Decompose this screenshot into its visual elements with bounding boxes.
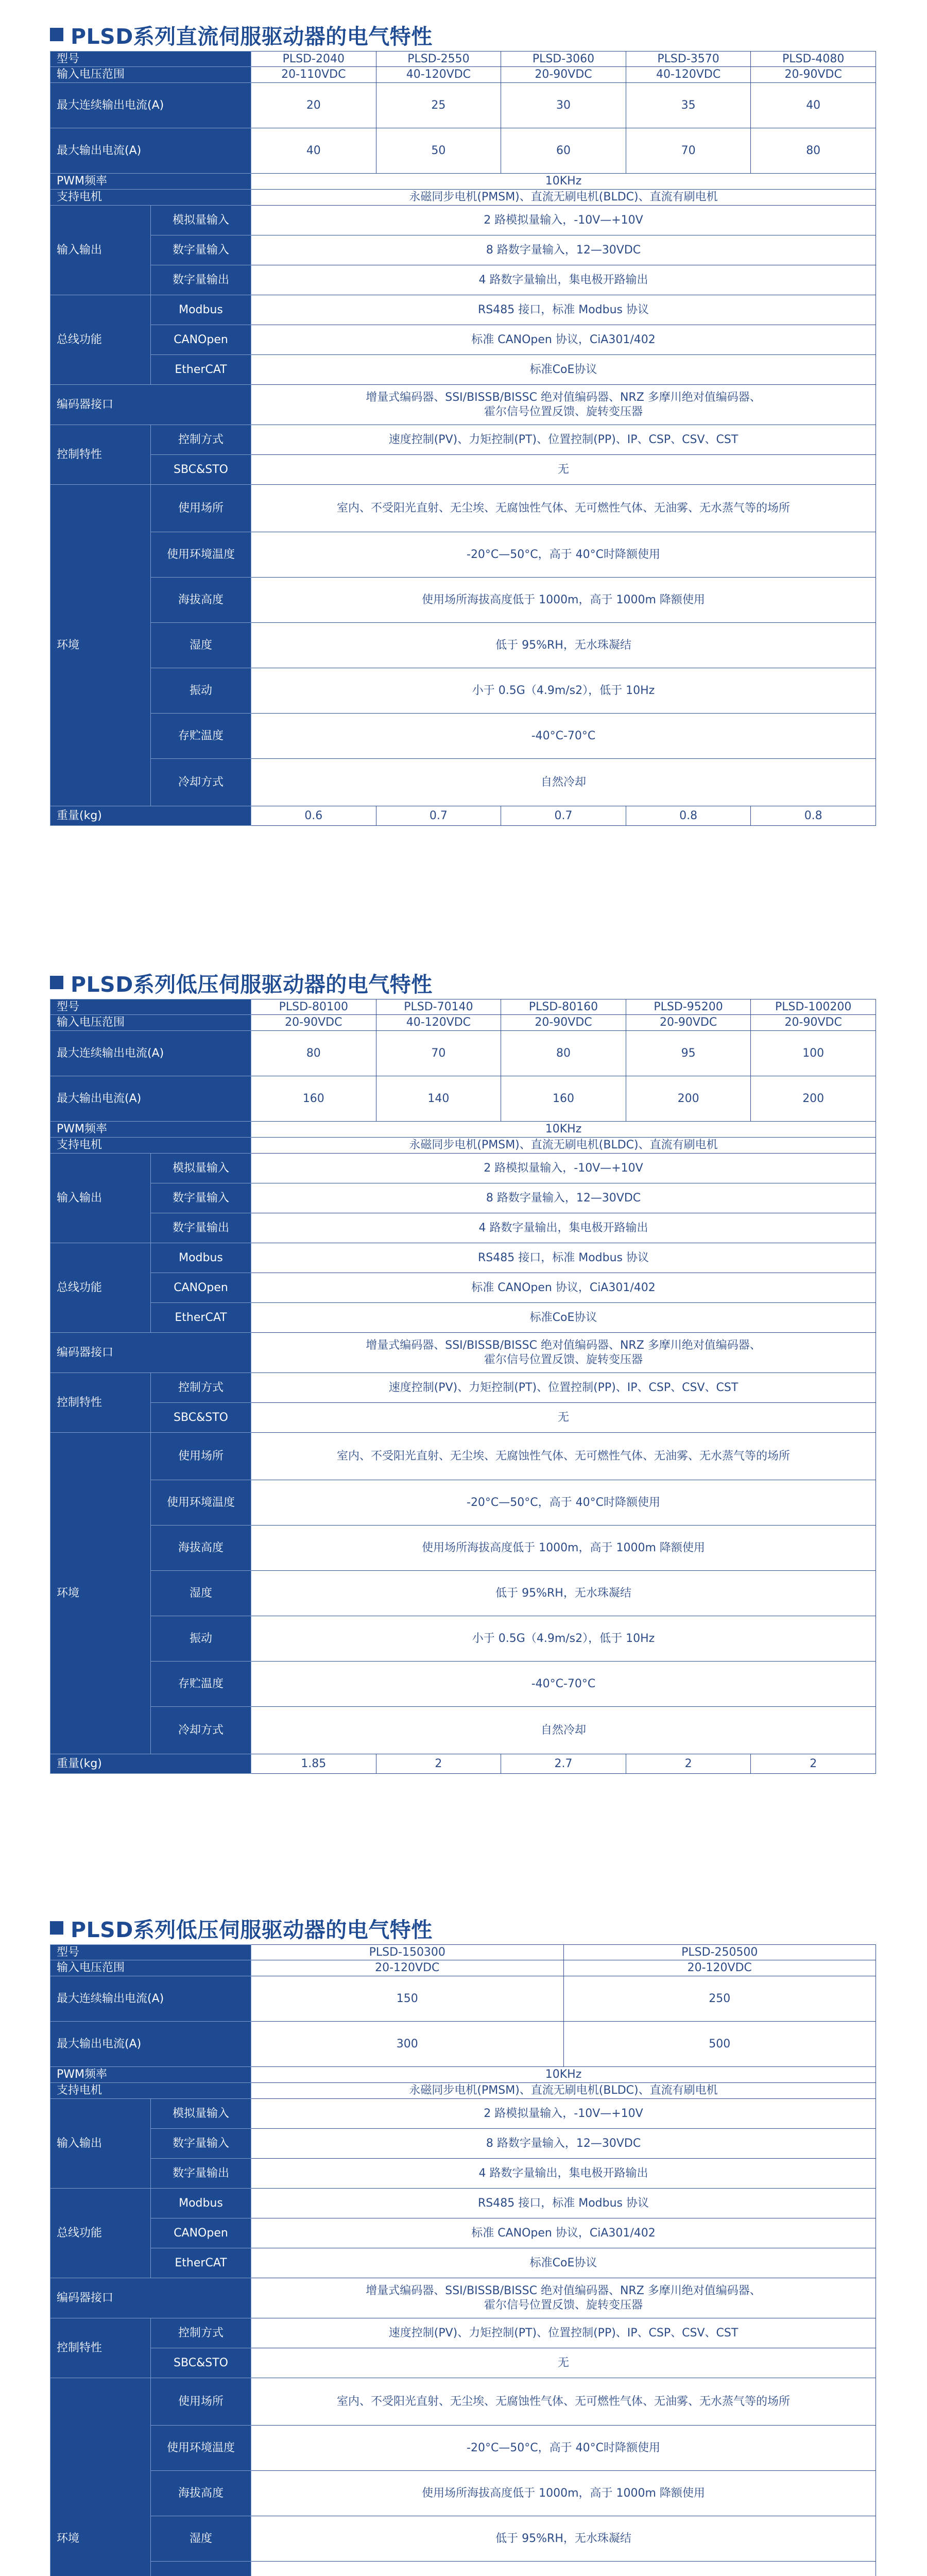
sub-label: 存贮温度	[151, 714, 251, 759]
canopen-value: 标准 CANOpen 协议，CiA301/402	[251, 1273, 876, 1303]
env-row	[50, 1662, 876, 1707]
sub-label	[151, 2562, 251, 2576]
voltage-cell: 20-110VDC	[251, 67, 376, 83]
bus-row	[50, 325, 876, 355]
bus-row	[50, 2189, 876, 2218]
sub-label: 数字量输入	[151, 1183, 251, 1213]
control-mode-value: 速度控制(PV)、力矩控制(PT)、位置控制(PP)、IP、CSP、CSV、CST	[251, 2318, 876, 2348]
humidity-value: 低于 95%RH，无水珠凝结	[251, 1571, 876, 1616]
vibration-value: 小于 0.5G（4.9m/s2），低于 10Hz	[251, 1616, 876, 1662]
altitude-value: 使用场所海拔高度低于 1000m，高于 1000m 降额使用	[251, 2471, 876, 2516]
row-label: 编码器接口	[50, 385, 251, 425]
row-label: 编码器接口	[50, 2278, 251, 2318]
sub-label: 控制方式	[151, 425, 251, 455]
voltage-cell: 40-120VDC	[626, 67, 751, 83]
sub-label: 控制方式	[151, 1373, 251, 1403]
bus-row	[50, 2218, 876, 2248]
motor-row	[50, 2083, 876, 2099]
env-row	[50, 714, 876, 759]
pwm-value: 10KHz	[251, 1122, 876, 1138]
env-row	[50, 2426, 876, 2471]
sub-label: 数字量输入	[151, 2129, 251, 2159]
weight-cell: 1.85	[251, 1754, 376, 1774]
pwm-value: 10KHz	[251, 174, 876, 190]
env-row	[50, 668, 876, 714]
group-label: 输入输出	[50, 2099, 151, 2189]
row-label: 重量(kg)	[50, 806, 251, 826]
io-row	[50, 1154, 876, 1183]
sub-label: 数字量输出	[151, 1213, 251, 1243]
sub-label: 数字量输入	[151, 235, 251, 265]
voltage-cell: 20-90VDC	[751, 1015, 876, 1031]
motor-value: 永磁同步电机(PMSM)、直流无刷电机(BLDC)、直流有刷电机	[251, 2083, 876, 2099]
voltage-row	[50, 67, 876, 83]
row-label: 最大连续输出电流(A)	[50, 1976, 251, 2022]
max-current-cell: 500	[563, 2022, 876, 2067]
max-current-cell: 200	[626, 1076, 751, 1122]
sbc-value: 无	[251, 2348, 876, 2378]
row-label: PWM频率	[50, 1122, 251, 1138]
row-label: 最大输出电流(A)	[50, 2022, 251, 2067]
env-row	[50, 2471, 876, 2516]
spec-section-2	[50, 966, 876, 1774]
storage-value: -40°C-70°C	[251, 714, 876, 759]
row-label: 支持电机	[50, 2083, 251, 2099]
control-row	[50, 1403, 876, 1433]
encoder-line-1: 增量式编码器、SSI/BISSB/BISSC 绝对值编码器、NRZ 多摩川绝对值编码器、	[366, 1339, 761, 1352]
sub-label: 模拟量输入	[151, 206, 251, 235]
usage-value: 室内、不受阳光直射、无尘埃、无腐蚀性气体、无可燃性气体、无油雾、无水蒸气等的场所	[251, 485, 876, 532]
group-label: 环境	[50, 1433, 151, 1754]
row-label: PWM频率	[50, 2067, 251, 2083]
control-row	[50, 1373, 876, 1403]
row-label: PWM频率	[50, 174, 251, 190]
weight-cell: 0.7	[376, 806, 501, 826]
control-mode-value: 速度控制(PV)、力矩控制(PT)、位置控制(PP)、IP、CSP、CSV、CST	[251, 1373, 876, 1403]
group-label: 总线功能	[50, 295, 151, 385]
cont-current-cell: 35	[626, 83, 751, 128]
bus-row	[50, 1243, 876, 1273]
sub-label: 使用环境温度	[151, 532, 251, 578]
encoder-line-2: 霍尔信号位置反馈、旋转变压器	[484, 405, 643, 418]
row-label: 输入电压范围	[50, 1015, 251, 1031]
section-title-text: PLSD系列直流伺服驱动器的电气特性	[71, 24, 433, 49]
max-current-cell: 140	[376, 1076, 501, 1122]
max-current-cell: 300	[251, 2022, 564, 2067]
row-label: 最大连续输出电流(A)	[50, 83, 251, 128]
spec-table	[50, 1944, 876, 2576]
model-cell: PLSD-80100	[251, 999, 376, 1015]
cont-current-row	[50, 1031, 876, 1076]
spec-section-1	[50, 18, 876, 826]
row-label: 输入电压范围	[50, 67, 251, 83]
motor-row	[50, 1138, 876, 1154]
row-label: 最大输出电流(A)	[50, 1076, 251, 1122]
model-cell: PLSD-150300	[251, 1945, 564, 1960]
cont-current-cell: 100	[751, 1031, 876, 1076]
max-current-cell: 160	[251, 1076, 376, 1122]
vibration-value: 小于 0.5G（4.9m/s2），低于 10Hz	[251, 668, 876, 714]
cont-current-cell: 150	[251, 1976, 564, 2022]
sub-label: 存贮温度	[151, 1662, 251, 1707]
bus-row	[50, 1303, 876, 1333]
row-label: 型号	[50, 999, 251, 1015]
weight-cell: 2	[626, 1754, 751, 1774]
temp-value: -20°C—50°C，高于 40°C时降额使用	[251, 2426, 876, 2471]
io-row	[50, 2099, 876, 2129]
max-current-cell: 200	[751, 1076, 876, 1122]
sub-label: 使用场所	[151, 485, 251, 532]
max-current-cell: 60	[501, 128, 626, 174]
env-row	[50, 1571, 876, 1616]
control-row	[50, 425, 876, 455]
encoder-line-1: 增量式编码器、SSI/BISSB/BISSC 绝对值编码器、NRZ 多摩川绝对值编码器、	[366, 391, 761, 404]
cooling-value: 自然冷却	[251, 759, 876, 806]
section-title-text: PLSD系列低压伺服驱动器的电气特性	[71, 972, 433, 997]
modbus-value: RS485 接口，标准 Modbus 协议	[251, 295, 876, 325]
model-cell: PLSD-250500	[563, 1945, 876, 1960]
sub-label: 海拔高度	[151, 2471, 251, 2516]
spec-table	[50, 999, 876, 1774]
row-label: 最大连续输出电流(A)	[50, 1031, 251, 1076]
pwm-row	[50, 174, 876, 190]
sub-label: 冷却方式	[151, 759, 251, 806]
model-cell: PLSD-95200	[626, 999, 751, 1015]
encoder-row	[50, 1333, 876, 1373]
spec-section-3	[50, 1911, 876, 2576]
sub-label: SBC&STO	[151, 2348, 251, 2378]
digital-out-value: 4 路数字量输出，集电极开路输出	[251, 265, 876, 295]
env-row	[50, 1433, 876, 1480]
env-row	[50, 1707, 876, 1754]
max-current-row	[50, 1076, 876, 1122]
analog-in-value: 2 路模拟量输入，-10V—+10V	[251, 206, 876, 235]
cooling-value: 自然冷却	[251, 1707, 876, 1754]
cont-current-cell: 95	[626, 1031, 751, 1076]
cont-current-cell: 70	[376, 1031, 501, 1076]
sub-label: CANOpen	[151, 325, 251, 355]
row-label: 型号	[50, 52, 251, 67]
model-cell: PLSD-2040	[251, 52, 376, 67]
sub-label: SBC&STO	[151, 1403, 251, 1433]
io-row	[50, 2129, 876, 2159]
cont-current-cell: 25	[376, 83, 501, 128]
digital-in-value: 8 路数字量输入，12—30VDC	[251, 1183, 876, 1213]
temp-value: -20°C—50°C，高于 40°C时降额使用	[251, 1480, 876, 1526]
pwm-row	[50, 1122, 876, 1138]
model-cell: PLSD-3060	[501, 52, 626, 67]
env-row	[50, 759, 876, 806]
sub-label: Modbus	[151, 2189, 251, 2218]
voltage-cell: 20-120VDC	[251, 1960, 564, 1976]
cont-current-cell: 80	[251, 1031, 376, 1076]
row-label: 型号	[50, 1945, 251, 1960]
digital-out-value: 4 路数字量输出，集电极开路输出	[251, 2159, 876, 2189]
digital-in-value: 8 路数字量输入，12—30VDC	[251, 235, 876, 265]
title-square-icon	[50, 976, 63, 989]
model-cell: PLSD-2550	[376, 52, 501, 67]
model-cell: PLSD-3570	[626, 52, 751, 67]
modbus-value: RS485 接口，标准 Modbus 协议	[251, 1243, 876, 1273]
env-row	[50, 2516, 876, 2562]
usage-value: 室内、不受阳光直射、无尘埃、无腐蚀性气体、无可燃性气体、无油雾、无水蒸气等的场所	[251, 1433, 876, 1480]
humidity-value: 低于 95%RH，无水珠凝结	[251, 2516, 876, 2562]
row-label: 最大输出电流(A)	[50, 128, 251, 174]
section-title	[50, 966, 876, 999]
group-label: 总线功能	[50, 2189, 151, 2278]
voltage-row	[50, 1960, 876, 1976]
usage-value: 室内、不受阳光直射、无尘埃、无腐蚀性气体、无可燃性气体、无油雾、无水蒸气等的场所	[251, 2378, 876, 2426]
sub-label: 数字量输出	[151, 2159, 251, 2189]
voltage-cell: 20-90VDC	[251, 1015, 376, 1031]
env-row	[50, 485, 876, 532]
voltage-cell: 20-90VDC	[751, 67, 876, 83]
sub-label: EtherCAT	[151, 355, 251, 385]
model-cell: PLSD-100200	[751, 999, 876, 1015]
env-row	[50, 623, 876, 668]
sub-label: 海拔高度	[151, 578, 251, 623]
sub-label: 振动	[151, 1616, 251, 1662]
sbc-value: 无	[251, 455, 876, 485]
bus-row	[50, 355, 876, 385]
env-row	[50, 532, 876, 578]
io-row	[50, 1213, 876, 1243]
canopen-value: 标准 CANOpen 协议，CiA301/402	[251, 325, 876, 355]
sub-label: 使用场所	[151, 1433, 251, 1480]
sub-label: 冷却方式	[151, 1707, 251, 1754]
encoder-row	[50, 385, 876, 425]
weight-cell: 0.6	[251, 806, 376, 826]
sub-label: SBC&STO	[151, 455, 251, 485]
sub-label: 振动	[151, 668, 251, 714]
model-cell: PLSD-70140	[376, 999, 501, 1015]
motor-value: 永磁同步电机(PMSM)、直流无刷电机(BLDC)、直流有刷电机	[251, 190, 876, 206]
pwm-value: 10KHz	[251, 2067, 876, 2083]
sub-label: 湿度	[151, 2516, 251, 2562]
sub-label: 控制方式	[151, 2318, 251, 2348]
io-row	[50, 206, 876, 235]
cont-current-cell: 250	[563, 1976, 876, 2022]
group-label: 输入输出	[50, 1154, 151, 1243]
sub-label: 模拟量输入	[151, 1154, 251, 1183]
env-row	[50, 2378, 876, 2426]
voltage-cell: 20-90VDC	[626, 1015, 751, 1031]
section-title-text: PLSD系列低压伺服驱动器的电气特性	[71, 1917, 433, 1942]
env-row	[50, 1480, 876, 1526]
control-row	[50, 455, 876, 485]
encoder-value	[251, 2278, 876, 2318]
cont-current-cell: 40	[751, 83, 876, 128]
group-label: 输入输出	[50, 206, 151, 295]
altitude-value: 使用场所海拔高度低于 1000m，高于 1000m 降额使用	[251, 578, 876, 623]
env-row	[50, 2562, 876, 2576]
humidity-value: 低于 95%RH，无水珠凝结	[251, 623, 876, 668]
sub-label: 使用环境温度	[151, 1480, 251, 1526]
title-square-icon	[50, 28, 63, 41]
sub-label: 湿度	[151, 623, 251, 668]
sub-label: EtherCAT	[151, 2248, 251, 2278]
voltage-cell: 20-90VDC	[501, 67, 626, 83]
weight-row	[50, 1754, 876, 1774]
max-current-row	[50, 128, 876, 174]
ethercat-value: 标准CoE协议	[251, 355, 876, 385]
weight-cell: 2	[751, 1754, 876, 1774]
sub-label: CANOpen	[151, 2218, 251, 2248]
row-label: 输入电压范围	[50, 1960, 251, 1976]
io-row	[50, 2159, 876, 2189]
sub-label: 模拟量输入	[151, 2099, 251, 2129]
encoder-row	[50, 2278, 876, 2318]
motor-row	[50, 190, 876, 206]
ethercat-value: 标准CoE协议	[251, 1303, 876, 1333]
max-current-cell: 80	[751, 128, 876, 174]
io-row	[50, 235, 876, 265]
control-row	[50, 2318, 876, 2348]
sub-label: CANOpen	[151, 1273, 251, 1303]
group-label: 环境	[50, 2378, 151, 2576]
spec-table	[50, 51, 876, 826]
sub-label: 使用场所	[151, 2378, 251, 2426]
sub-label: 海拔高度	[151, 1526, 251, 1571]
env-row	[50, 1526, 876, 1571]
model-row	[50, 1945, 876, 1960]
env-row	[50, 578, 876, 623]
digital-out-value: 4 路数字量输出，集电极开路输出	[251, 1213, 876, 1243]
env-row	[50, 1616, 876, 1662]
sub-label: 使用环境温度	[151, 2426, 251, 2471]
max-current-cell: 40	[251, 128, 376, 174]
max-current-row	[50, 2022, 876, 2067]
group-label: 控制特性	[50, 1373, 151, 1433]
model-row	[50, 999, 876, 1015]
max-current-cell: 160	[501, 1076, 626, 1122]
io-row	[50, 1183, 876, 1213]
bus-row	[50, 295, 876, 325]
ethercat-value: 标准CoE协议	[251, 2248, 876, 2278]
storage-value: -40°C-70°C	[251, 1662, 876, 1707]
cont-current-row	[50, 83, 876, 128]
section-title	[50, 18, 876, 51]
cont-current-cell: 30	[501, 83, 626, 128]
row-label: 重量(kg)	[50, 1754, 251, 1774]
sub-label: Modbus	[151, 1243, 251, 1273]
analog-in-value: 2 路模拟量输入，-10V—+10V	[251, 1154, 876, 1183]
cont-current-cell: 80	[501, 1031, 626, 1076]
pwm-row	[50, 2067, 876, 2083]
weight-cell: 0.8	[751, 806, 876, 826]
voltage-cell: 40-120VDC	[376, 1015, 501, 1031]
io-row	[50, 265, 876, 295]
sbc-value: 无	[251, 1403, 876, 1433]
cont-current-row	[50, 1976, 876, 2022]
group-label: 环境	[50, 485, 151, 806]
row-label: 编码器接口	[50, 1333, 251, 1373]
weight-row	[50, 806, 876, 826]
modbus-value: RS485 接口，标准 Modbus 协议	[251, 2189, 876, 2218]
sub-label: 数字量输出	[151, 265, 251, 295]
weight-cell: 2.7	[501, 1754, 626, 1774]
encoder-value	[251, 1333, 876, 1373]
voltage-cell: 20-120VDC	[563, 1960, 876, 1976]
canopen-value: 标准 CANOpen 协议，CiA301/402	[251, 2218, 876, 2248]
encoder-line-2: 霍尔信号位置反馈、旋转变压器	[484, 1353, 643, 1366]
weight-cell: 0.8	[626, 806, 751, 826]
group-label: 控制特性	[50, 2318, 151, 2378]
digital-in-value: 8 路数字量输入，12—30VDC	[251, 2129, 876, 2159]
voltage-row	[50, 1015, 876, 1031]
control-row	[50, 2348, 876, 2378]
vibration-value	[251, 2562, 876, 2576]
row-label: 支持电机	[50, 1138, 251, 1154]
model-row	[50, 52, 876, 67]
voltage-cell: 20-90VDC	[501, 1015, 626, 1031]
max-current-cell: 70	[626, 128, 751, 174]
encoder-value	[251, 385, 876, 425]
section-title	[50, 1911, 876, 1944]
altitude-value: 使用场所海拔高度低于 1000m，高于 1000m 降额使用	[251, 1526, 876, 1571]
temp-value: -20°C—50°C，高于 40°C时降额使用	[251, 532, 876, 578]
max-current-cell: 50	[376, 128, 501, 174]
weight-cell: 0.7	[501, 806, 626, 826]
voltage-cell: 40-120VDC	[376, 67, 501, 83]
group-label: 总线功能	[50, 1243, 151, 1333]
cont-current-cell: 20	[251, 83, 376, 128]
bus-row	[50, 1273, 876, 1303]
motor-value: 永磁同步电机(PMSM)、直流无刷电机(BLDC)、直流有刷电机	[251, 1138, 876, 1154]
sub-label: 湿度	[151, 1571, 251, 1616]
sub-label: EtherCAT	[151, 1303, 251, 1333]
analog-in-value: 2 路模拟量输入，-10V—+10V	[251, 2099, 876, 2129]
title-square-icon	[50, 1921, 63, 1935]
control-mode-value: 速度控制(PV)、力矩控制(PT)、位置控制(PP)、IP、CSP、CSV、CST	[251, 425, 876, 455]
weight-cell: 2	[376, 1754, 501, 1774]
group-label: 控制特性	[50, 425, 151, 485]
bus-row	[50, 2248, 876, 2278]
sub-label: Modbus	[151, 295, 251, 325]
encoder-line-2: 霍尔信号位置反馈、旋转变压器	[484, 2298, 643, 2312]
model-cell: PLSD-80160	[501, 999, 626, 1015]
model-cell: PLSD-4080	[751, 52, 876, 67]
row-label: 支持电机	[50, 190, 251, 206]
encoder-line-1: 增量式编码器、SSI/BISSB/BISSC 绝对值编码器、NRZ 多摩川绝对值编码器、	[366, 2284, 761, 2297]
